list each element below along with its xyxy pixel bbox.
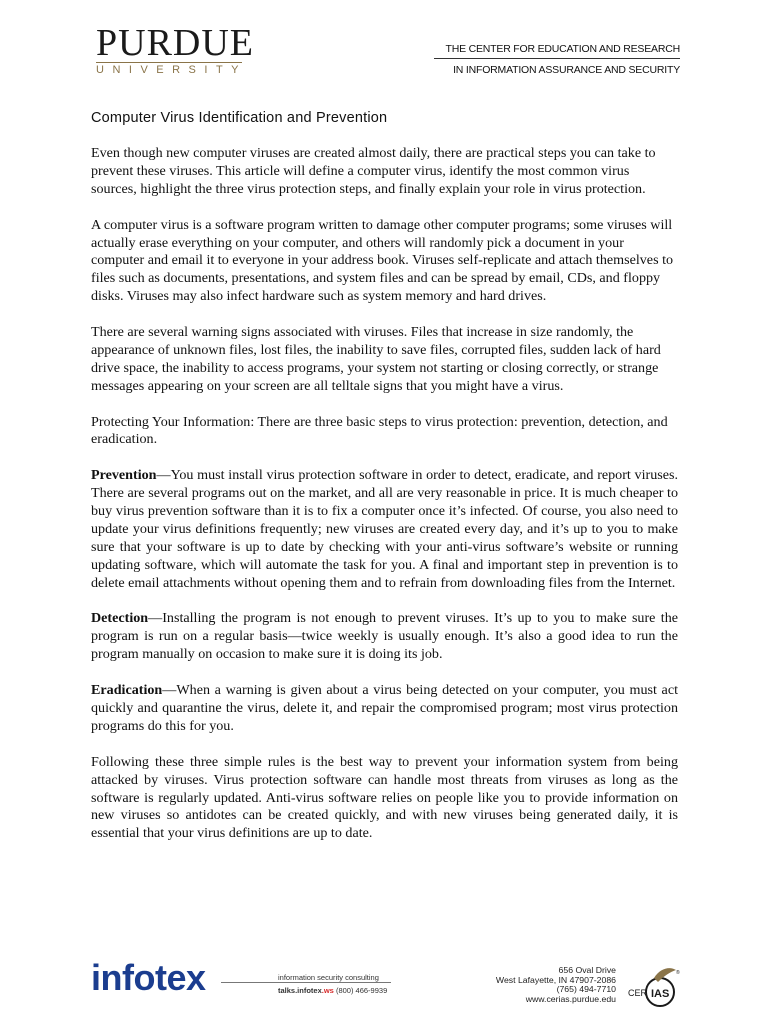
cerias-city: West Lafayette, IN 47907-2086 bbox=[495, 974, 616, 985]
detection-paragraph bbox=[91, 610, 678, 664]
purdue-wordmark: PURDUE bbox=[96, 22, 255, 64]
prevention-paragraph bbox=[91, 467, 678, 592]
cerias-logo-cer: CER bbox=[628, 988, 648, 998]
cerias-url: www.cerias.purdue.edu bbox=[525, 993, 616, 1004]
detection-text: —Installing the program is not enough to prevent viruses. It’s up to you to make sure the program is run on a regular basis—twice weekly is usually enough. It’s also a good idea to run the program manually on occasion to make sure it is doing its job. bbox=[91, 610, 678, 663]
virus-definition-paragraph: A computer virus is a software program written to damage other computer programs; some viruses will actually erase everything on your computer, and others will randomly pick a document in your computer and email it to everyone in your address book. Viruses self-replicate and attach themselves to files such as documents, presentations, and system files and can be spread by email, CDs, and floppy disks. Viruses may also infect hardware such as system memory and hard drives. bbox=[91, 216, 674, 305]
cerias-address-block bbox=[470, 966, 616, 1004]
infotex-tagline: information security consulting bbox=[278, 973, 379, 982]
eradication-text: —When a warning is given about a virus being detected on your computer, you must act quickly and quarantine the virus, delete it, and repair the compromised program; most virus protection programs do this for you. bbox=[91, 682, 678, 734]
cerias-logo-registered: ® bbox=[676, 970, 680, 976]
infotex-logo bbox=[91, 957, 391, 1000]
conclusion-paragraph: Following these three simple rules is the best way to prevent your information system from being attacked by viruses. Virus protection software can handle most threats from viruses as long as the software is regularly updated. Anti-virus software relies on people like you to provide information on new viruses so antidotes can be created quickly, and with new viruses being generated daily, it is essential that your virus definitions are up to date. bbox=[91, 753, 678, 842]
center-header bbox=[434, 43, 680, 76]
infotex-domain: .ws bbox=[321, 986, 334, 995]
purdue-logo-rule bbox=[96, 62, 242, 63]
infotex-email: talks.infotex bbox=[278, 986, 322, 995]
cerias-logo bbox=[626, 966, 682, 1010]
cerias-street: 656 Oval Drive bbox=[558, 965, 616, 975]
intro-paragraph: Even though new computer viruses are created almost daily, there are practical steps you can take to prevent these viruses. This article will define a computer virus, identify the most common virus sources, highlight the three virus protection steps, and finally explain your role in virus protection. bbox=[91, 145, 656, 197]
infotex-phone: (800) 466-9939 bbox=[335, 986, 388, 995]
infotex-wordmark: infotex bbox=[91, 957, 206, 998]
protection-steps-paragraph: Protecting Your Information: There are three basic steps to virus protection: prevention, detection, and eradication. bbox=[91, 413, 668, 448]
infotex-contact bbox=[278, 986, 387, 995]
cerias-logo-ias: IAS bbox=[651, 988, 670, 1000]
purdue-university-logo bbox=[96, 24, 256, 84]
center-header-line1: THE CENTER FOR EDUCATION AND RESEARCH bbox=[445, 43, 680, 55]
eradication-paragraph bbox=[91, 682, 678, 736]
cerias-phone: (765) 494-7710 bbox=[556, 984, 616, 995]
document-title: Computer Virus Identification and Prevention bbox=[91, 110, 388, 126]
eradication-label: Eradication bbox=[91, 682, 163, 699]
university-wordmark: UNIVERSITY bbox=[96, 64, 248, 76]
warning-signs-paragraph: There are several warning signs associated with viruses. Files that increase in size randomly, the appearance of unknown files, lost files, the inability to save files, corrupted files, sudden lack of hard drive space, the inability to access programs, your system not starting or closing correctly, or strange messages appearing on your screen are all telltale signs that you might have a virus. bbox=[91, 324, 661, 394]
center-header-line2: IN INFORMATION ASSURANCE AND SECURITY bbox=[434, 58, 680, 76]
detection-label: Detection bbox=[91, 610, 149, 627]
prevention-text: —You must install virus protection software in order to detect, eradicate, and report viruses. There are several programs out on the market, and all are very reasonable in price. It is much cheaper to buy virus prevention software than it is to fix a computer once it’s infected. Of course, you also need to update your virus definitions frequently; new viruses are created every day, and it’s up to you to make sure that your software is up to date by checking with your anti-virus software’s website or running updating software, which will automate the task for you. A final and important step in prevention is to delete email attachments without opening them and to refrain from downloading files from the Internet. bbox=[91, 467, 678, 591]
document-body bbox=[91, 145, 678, 861]
infotex-rule bbox=[221, 982, 391, 983]
prevention-label: Prevention bbox=[91, 467, 157, 484]
